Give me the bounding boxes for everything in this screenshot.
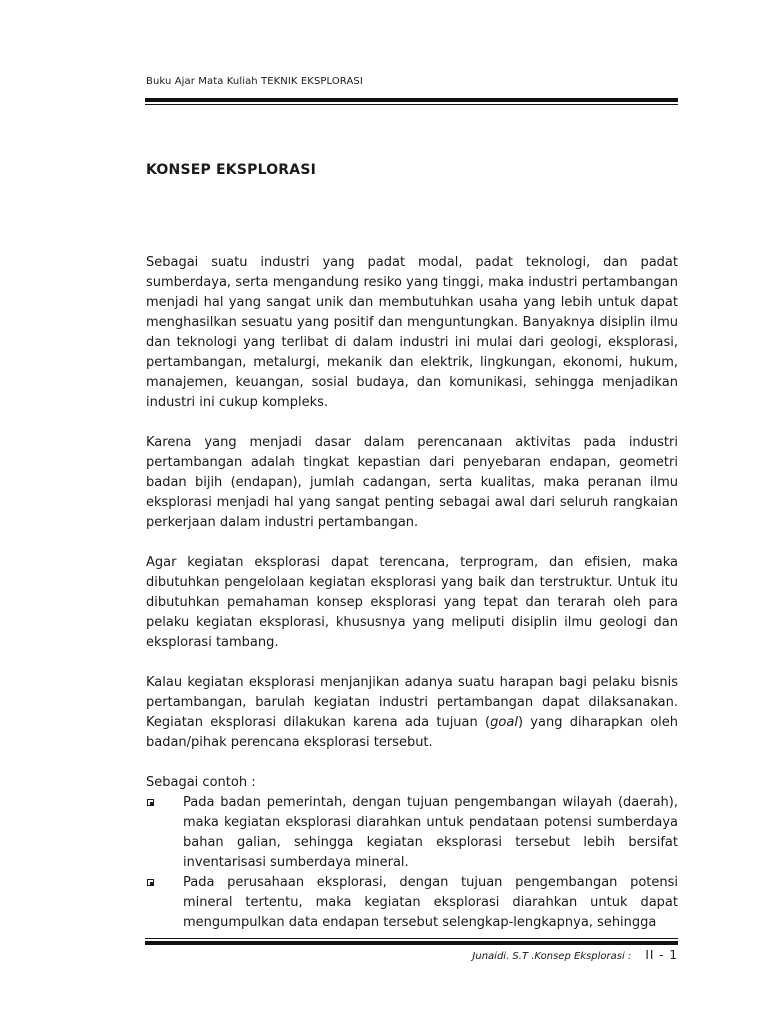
example-intro: Sebagai contoh : xyxy=(146,775,256,790)
header-rule-thin xyxy=(145,104,678,105)
running-header: Buku Ajar Mata Kuliah TEKNIK EKSPLORASI xyxy=(146,76,363,87)
page-number: II - 1 xyxy=(645,948,678,962)
square-bullet-icon xyxy=(147,799,154,806)
paragraph-2: Karena yang menjadi dasar dalam perencanaan aktivitas pada industri pertambangan adalah tingkat kepastian dari penyebaran endapan, geometri badan bijih (endapan), jumlah cadangan, serta kualitas, maka peranan ilmu eksplorasi menjadi hal yang sangat penting sebagai awal dari seluruh rangkaian perkerjaan dalam industri pertambangan. xyxy=(146,435,678,530)
paragraph-1: Sebagai suatu industri yang padat modal, padat teknologi, dan padat sumberdaya, serta mengandung resiko yang tinggi, maka industri pertambangan menjadi hal yang sangat unik dan membutuhkan usaha yang lebih untuk dapat menghasilkan sesuatu yang positif dan menguntungkan. Banyaknya disiplin ilmu dan teknologi yang terlibat di dalam industri ini mulai dari geologi, eksplorasi, pertambangan, metalurgi, mekanik dan elektrik, lingkungan, ekonomi, hukum, manajemen, keuangan, sosial budaya, dan komunikasi, sehingga menjadikan industri ini cukup kompleks. xyxy=(146,255,678,410)
list-item xyxy=(146,873,678,933)
paragraph-4 xyxy=(146,673,678,753)
example-list xyxy=(146,793,678,933)
list-item-text: Pada badan pemerintah, dengan tujuan pengembangan wilayah (daerah), maka kegiatan eksplorasi diarahkan untuk pendataan potensi sumberdaya bahan galian, sehingga kegiatan eksplorasi tersebut lebih bersifat inventarisasi sumberdaya mineral. xyxy=(183,795,678,870)
section-title: KONSEP EKSPLORASI xyxy=(146,162,317,178)
list-item-text: Pada perusahaan eksplorasi, dengan tujuan pengembangan potensi mineral tertentu, maka kegiatan eksplorasi diarahkan untuk dapat mengumpulkan data endapan tersebut selengkap-lengkapnya, sehingga xyxy=(183,875,678,930)
square-bullet-icon xyxy=(147,879,154,886)
body-text xyxy=(146,253,678,933)
goal-emphasis: goal xyxy=(490,715,518,730)
paragraph-3: Agar kegiatan eksplorasi dapat terencana, terprogram, dan efisien, maka dibutuhkan pengelolaan kegiatan eksplorasi yang baik dan terstruktur. Untuk itu dibutuhkan pemahaman konsep eksplorasi yang tepat dan terarah oleh para pelaku kegiatan eksplorasi, khususnya yang meliputi disiplin ilmu geologi dan eksplorasi tambang. xyxy=(146,555,678,650)
page-footer xyxy=(472,948,678,962)
footer-rule xyxy=(145,941,678,945)
list-item xyxy=(146,793,678,873)
header-rule xyxy=(145,98,678,102)
footer-author-chapter: Junaidi. S.T .Konsep Eksplorasi : xyxy=(472,951,632,962)
footer-rule-thin xyxy=(145,938,678,939)
paragraph-4-text-after: ) yang diharapkan oleh badan/pihak perencana eksplorasi tersebut. xyxy=(146,715,679,750)
paragraph-4-text-before: Kalau kegiatan eksplorasi menjanjikan adanya suatu harapan bagi pelaku bisnis pertambangan, barulah kegiatan industri pertambangan dapat dilaksanakan. Kegiatan eksplorasi dilakukan karena ada tujuan ( xyxy=(146,675,678,730)
